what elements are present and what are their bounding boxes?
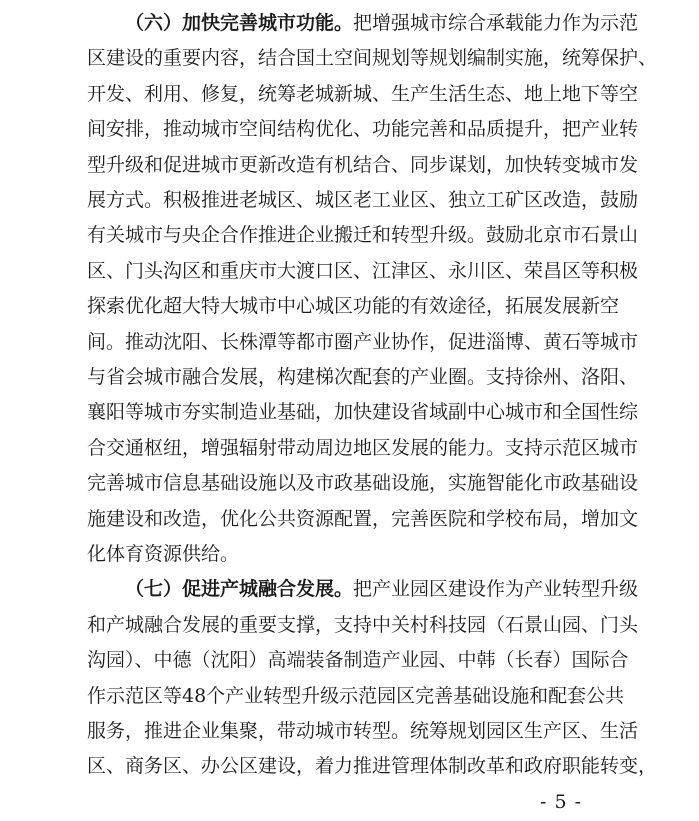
paragraph-line: 襄阳等城市夯实制造业基础，加快建设省域副中心城市和全国性综 [87,401,639,423]
section-7-first-line [125,576,639,602]
section-7-first-line-text: 把产业园区建设作为产业转型升级 [353,578,639,600]
section-6-first-line-text: 把增强城市综合承载能力作为示范 [353,12,639,34]
paragraph-line: 展方式。积极推进老城区、城区老工业区、独立工矿区改造，鼓励 [87,189,639,211]
paragraph-line: 施建设和改造，优化公共资源配置，完善医院和学校布局，增加文 [87,508,639,530]
paragraph-line: 服务，推进企业集聚，带动城市转型。统筹规划园区生产区、生活 [87,720,639,742]
page-number: - 5 - [540,791,583,813]
paragraph-line: 区、门头沟区和重庆市大渡口区、江津区、永川区、荣昌区等积极 [87,260,639,282]
paragraph-line: 沟园）、中德（沈阳）高端装备制造产业园、中韩（长春）国际合 [87,649,629,671]
paragraph-line: 型升级和促进城市更新改造有机结合、同步谋划，加快转变城市发 [87,154,639,176]
paragraph-line: 间安排，推动城市空间结构优化、功能完善和品质提升，把产业转 [87,118,639,140]
paragraph-line: 与省会城市融合发展，构建梯次配套的产业圈。支持徐州、洛阳、 [87,366,639,388]
section-6-first-line [125,10,639,36]
paragraph-line: 探索优化超大特大城市中心城区功能的有效途径，拓展发展新空 [87,295,620,317]
paragraph-line: 间。推动沈阳、长株潭等都市圈产业协作，促进淄博、黄石等城市 [87,331,639,353]
paragraph-line: 化体育资源供给。 [87,543,240,565]
paragraph-line: 区建设的重要内容，结合国土空间规划等规划编制实施，统筹保护、 [87,47,658,69]
paragraph-line: 合交通枢纽，增强辐射带动周边地区发展的能力。支持示范区城市 [87,437,639,459]
paragraph-line: 和产城融合发展的重要支撑，支持中关村科技园（石景山园、门头 [87,614,639,636]
paragraph-line: 区、商务区、办公区建设，着力推进管理体制改革和政府职能转变， [87,755,658,777]
paragraph-line: 作示范区等48个产业转型升级示范园区完善基础设施和配套公共 [87,685,625,707]
section-6-heading: （六）加快完善城市功能。 [125,12,354,34]
paragraph-line: 有关城市与央企合作推进企业搬迁和转型升级。鼓励北京市石景山 [87,224,639,246]
paragraph-line: 完善城市信息基础设施以及市政基础设施，实施智能化市政基础设 [87,472,639,494]
paragraph-line: 开发、利用、修复，统筹老城新城、生产生活生态、地上地下等空 [87,83,639,105]
section-7-heading: （七）促进产城融合发展。 [125,578,354,600]
